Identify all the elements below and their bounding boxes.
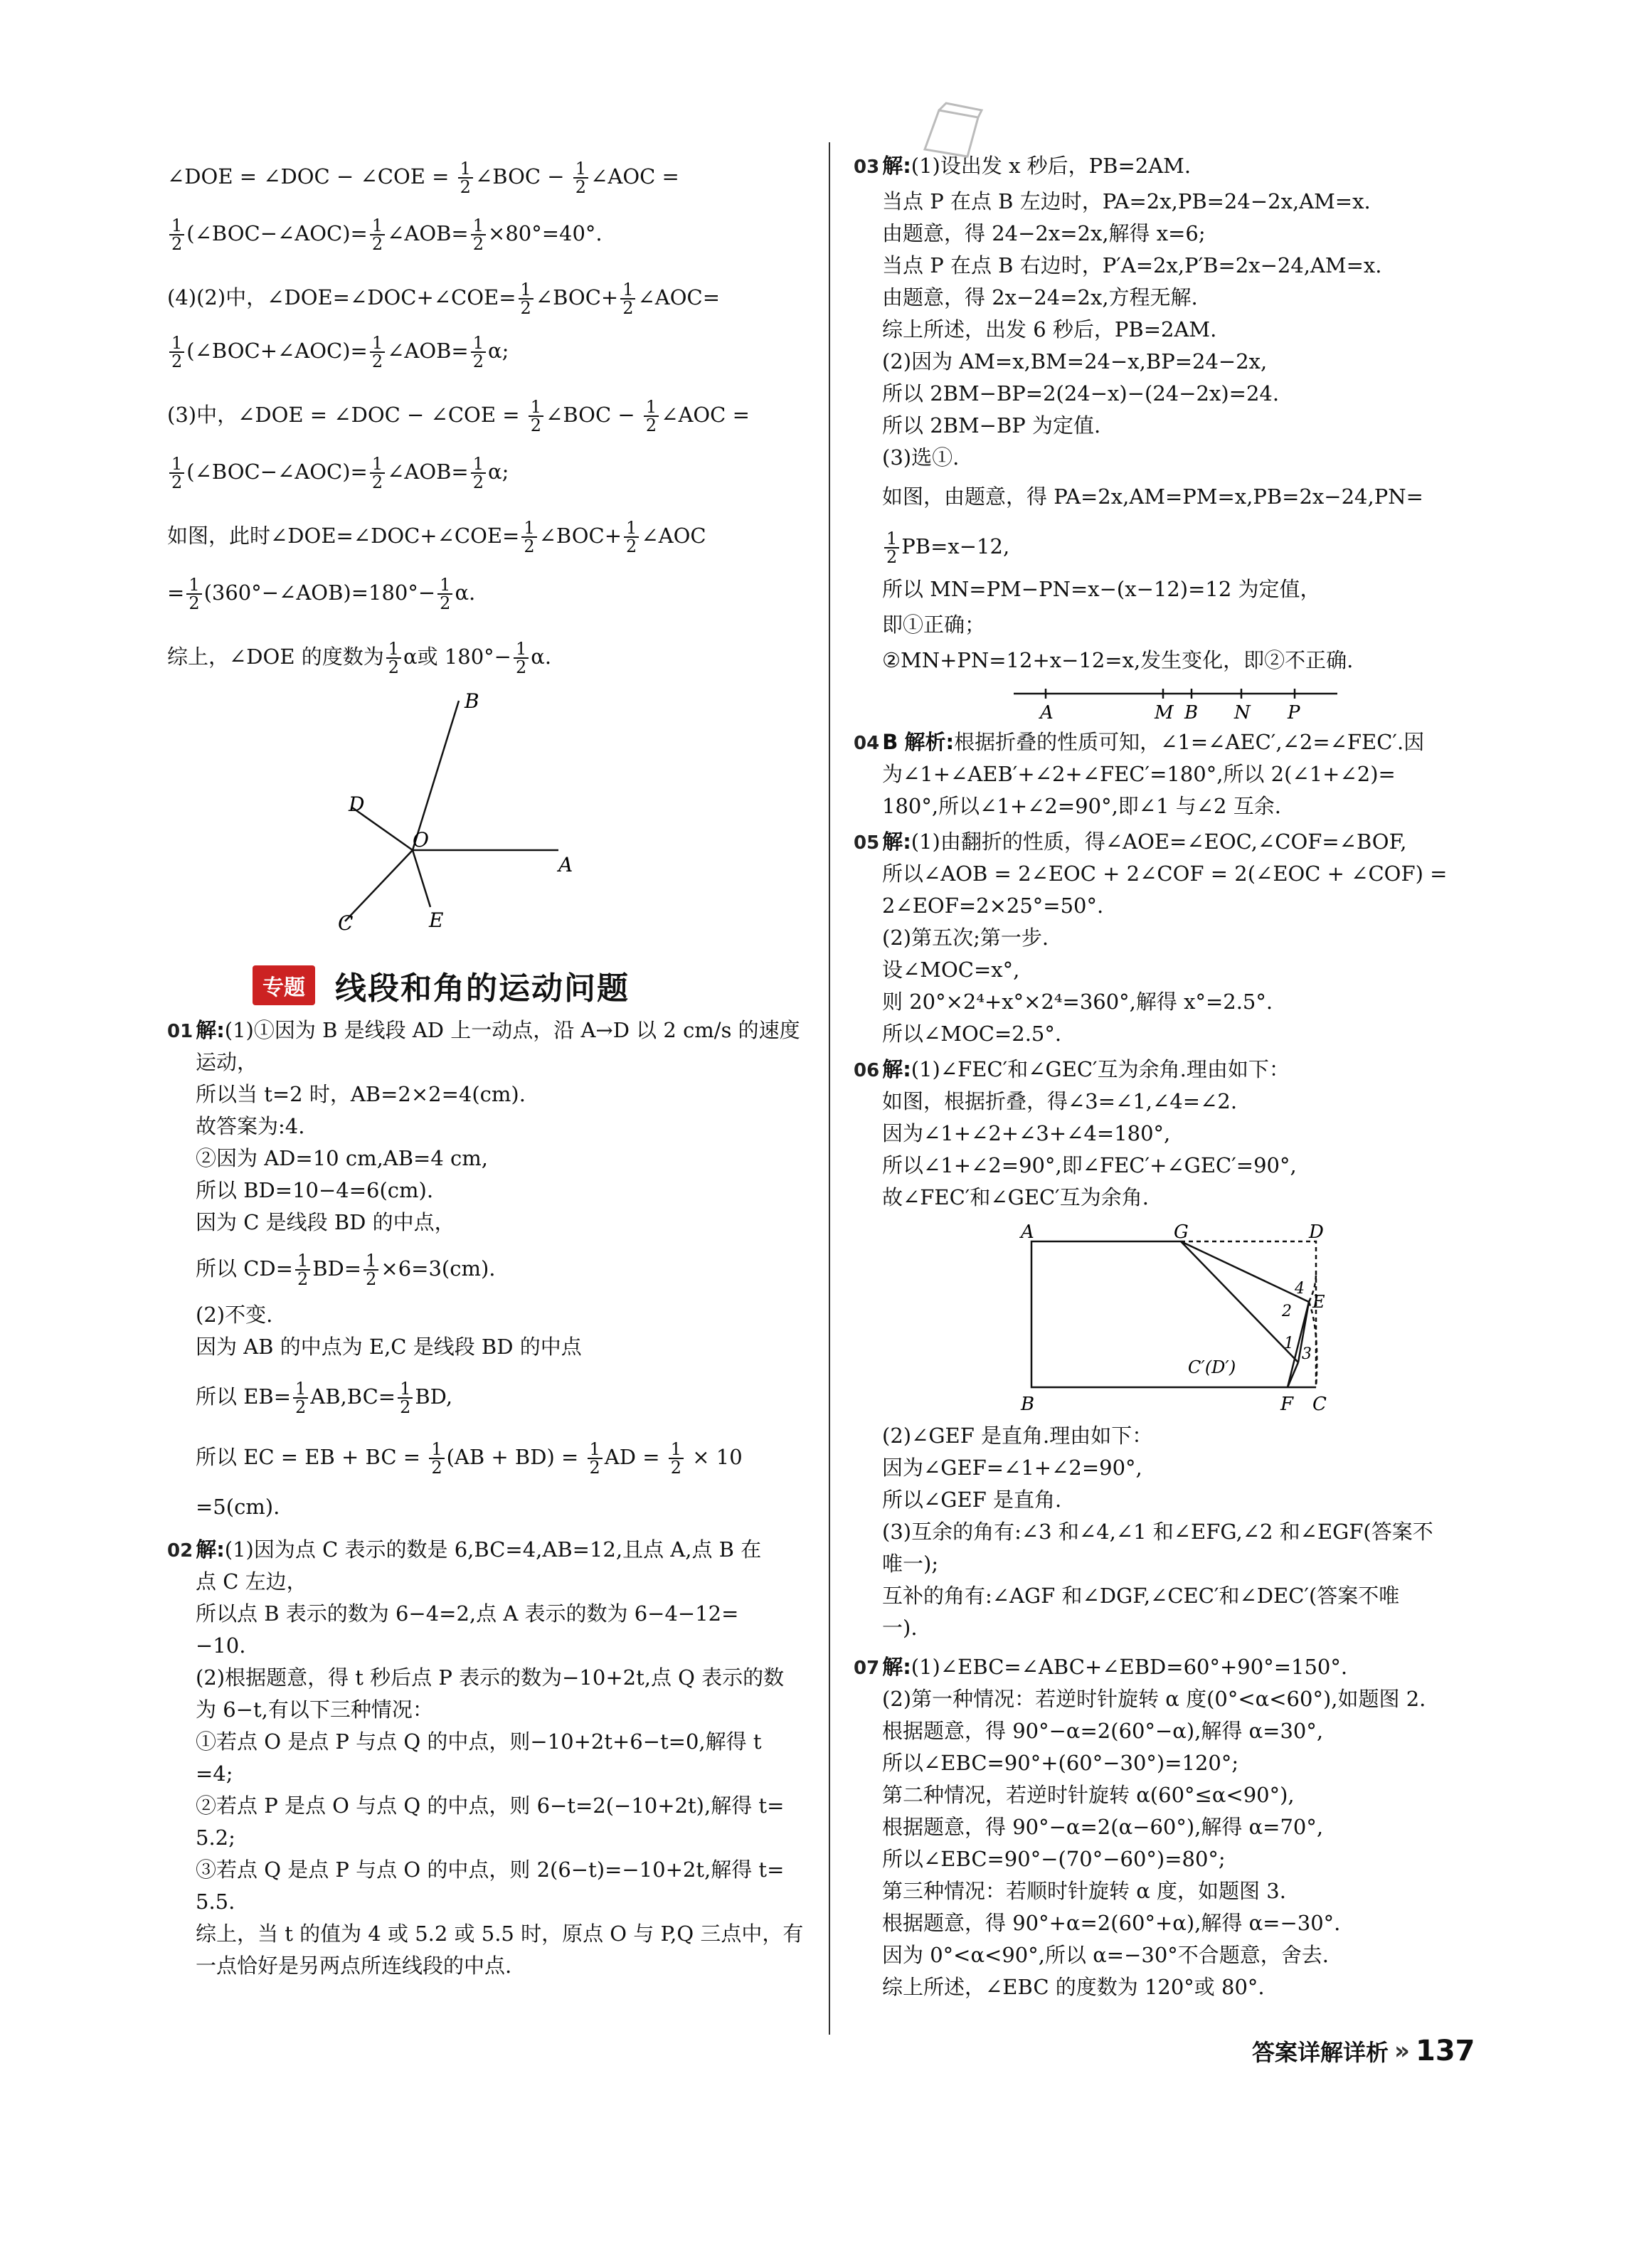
text-line: 因为 AB 的中点为 E,C 是线段 BD 的中点 <box>196 1335 582 1359</box>
text-line: 为∠1+∠AEB′+∠2+∠FEC′=180°,所以 2(∠1+∠2)= <box>882 762 1396 786</box>
label-b: B <box>465 689 479 713</box>
text-line: (2)因为 AM=x,BM=24−x,BP=24−2x, <box>882 349 1268 373</box>
question-03-line: 03 解:(1)设出发 x 秒后，PB=2AM. <box>854 154 1192 178</box>
text-line: ③若点 Q 是点 P 与点 O 的中点，则 2(6−t)=−10+2t,解得 t= <box>196 1858 785 1882</box>
text-line: $\frac{1}{2}$ (∠BOC+∠AOC)= $\frac{1}{2}$ ∠AOB= $\frac{1}{2}$ α; <box>167 334 509 370</box>
label-m: M <box>1155 702 1174 724</box>
angle-label-2: 2 <box>1282 1303 1292 1320</box>
fraction: $\frac{1}{2}$ <box>529 398 543 434</box>
text-line: (4)(2)中，∠DOE=∠DOC+∠COE= $\frac{1}{2}$ ∠BOC+ $\frac{1}{2}$ ∠AOC= <box>167 280 720 318</box>
text-line: 一). <box>882 1616 918 1640</box>
text-line: 所以 EB= $\frac{1}{2}$ AB,BC= $\frac{1}{2}$ BD, <box>196 1379 453 1417</box>
text-line: 所以 EC = EB + BC = $\frac{1}{2}$ (AB + BD) = $\frac{1}{2}$ AD = $\frac{1}{2}$ × 10 <box>196 1439 743 1478</box>
text-line: (3)中，∠DOE = ∠DOC − ∠COE = $\frac{1}{2}$ ∠BOC − $\frac{1}{2}$ ∠AOC = <box>167 397 750 435</box>
fraction: $\frac{1}{2}$ <box>386 640 401 676</box>
text-line: 为 6−t,有以下三种情况： <box>196 1697 433 1722</box>
text-line: 由题意，得 2x−24=2x,方程无解. <box>882 285 1198 309</box>
ray-oc <box>345 850 413 921</box>
fraction: $\frac{1}{2}$ <box>620 281 635 317</box>
fraction: $\frac{1}{2}$ <box>169 455 184 491</box>
text-line: $\frac{1}{2}$ (∠BOC−∠AOC)= $\frac{1}{2}$ ∠AOB= $\frac{1}{2}$ ×80°=40°. <box>167 217 603 253</box>
fraction: $\frac{1}{2}$ <box>471 334 486 370</box>
text-line: 因为 C 是线段 BD 的中点， <box>196 1210 455 1234</box>
text-line: (2)不变. <box>196 1303 273 1327</box>
footer-label: 答案详解详析 <box>1252 2039 1389 2066</box>
text-line: =5(cm). <box>196 1495 280 1519</box>
question-number: 05 <box>854 832 880 854</box>
fraction: $\frac{1}{2}$ <box>884 530 899 566</box>
label-n: N <box>1234 702 1251 724</box>
question-number: 01 <box>167 1021 193 1042</box>
question-02-line: 02 解:(1)因为点 C 表示的数是 6,BC=4,AB=12,且点 A,点 B 在 <box>167 1537 762 1562</box>
text-line: 根据题意，得 90°−α=2(60°−α),解得 α=30°, <box>882 1719 1324 1743</box>
text-line: ②MN+PN=12+x−12=x,发生变化，即②不正确. <box>882 648 1354 672</box>
text-line: 所以 2BM−BP 为定值. <box>882 413 1101 438</box>
text-line: (2)第五次;第一步. <box>882 926 1049 950</box>
fraction: $\frac{1}{2}$ <box>514 640 529 676</box>
text-line: 180°,所以∠1+∠2=90°,即∠1 与∠2 互余. <box>882 794 1281 818</box>
section-heading: 线段和角的运动问题 <box>335 970 630 1007</box>
text-line: (2)∠GEF 是直角.理由如下： <box>882 1424 1153 1448</box>
text-line: 则 20°×2⁴+x°×2⁴=360°,解得 x°=2.5°. <box>882 990 1273 1014</box>
fraction: $\frac{1}{2}$ <box>370 217 385 253</box>
label-g: G <box>1174 1222 1189 1243</box>
fraction: $\frac{1}{2}$ <box>169 217 184 253</box>
text-line: 所以 2BM−BP=2(24−x)−(24−2x)=24. <box>882 381 1280 406</box>
fraction: $\frac{1}{2}$ <box>644 398 659 434</box>
text-line: 如图，根据折叠，得∠3=∠1,∠4=∠2. <box>882 1089 1238 1113</box>
text-line: 综上，当 t 的值为 4 或 5.2 或 5.5 时，原点 O 与 P,Q 三点中，有 <box>196 1922 804 1946</box>
text-line: 由题意，得 24−2x=2x,解得 x=6; <box>882 221 1206 245</box>
fraction: $\frac{1}{2}$ <box>295 1252 310 1288</box>
fraction: $\frac{1}{2}$ <box>429 1441 444 1476</box>
text-line: 运动， <box>196 1050 258 1074</box>
ray-oe <box>413 850 430 907</box>
fraction: $\frac{1}{2}$ <box>186 576 201 612</box>
label-o: O <box>413 828 429 852</box>
question-07-line: 07 解:(1)∠EBC=∠ABC+∠EBD=60°+90°=150°. <box>854 1655 1348 1679</box>
label-b: B <box>1021 1394 1035 1415</box>
text-line: 所以∠1+∠2=90°,即∠FEC′+∠GEC′=90°, <box>882 1153 1297 1177</box>
angle-label-3: 3 <box>1302 1345 1312 1363</box>
text-line: $\frac{1}{2}$ PB=x−12, <box>882 530 1009 566</box>
text-line: 所以当 t=2 时，AB=2×2=4(cm). <box>196 1082 526 1106</box>
text-line: 当点 P 在点 B 右边时，P′A=2x,P′B=2x−24,AM=x. <box>882 253 1382 277</box>
label-p: P <box>1288 702 1300 724</box>
text-line: 互补的角有:∠AGF 和∠DGF,∠CEC′和∠DEC′(答案不唯 <box>882 1584 1400 1608</box>
fraction: $\frac{1}{2}$ <box>521 519 536 555</box>
fraction: $\frac{1}{2}$ <box>471 455 486 491</box>
text-line: 唯一); <box>882 1552 939 1576</box>
column-divider <box>829 142 830 2035</box>
fraction: $\frac{1}{2}$ <box>588 1441 603 1476</box>
label-a: A <box>1021 1222 1034 1243</box>
text-line: 一点恰好是另两点所连线段的中点. <box>196 1954 512 1978</box>
text-line: 综上所述，∠EBC 的度数为 120°或 80°. <box>882 1975 1265 1999</box>
text-line: 综上所述，出发 6 秒后，PB=2AM. <box>882 317 1217 341</box>
text-line: −10. <box>196 1633 246 1658</box>
text-line: 因为∠GEF=∠1+∠2=90°, <box>882 1456 1142 1480</box>
label-a: A <box>558 853 573 876</box>
label-d: D <box>349 793 365 816</box>
text-line: 即①正确； <box>882 613 986 637</box>
text-line: 所以∠EBC=90°+(60°−30°)=120°; <box>882 1751 1239 1775</box>
question-05-line: 05 解:(1)由翻折的性质，得∠AOE=∠EOC,∠COF=∠BOF, <box>854 830 1407 854</box>
text-line: ②因为 AD=10 cm,AB=4 cm, <box>196 1146 488 1170</box>
angle-label-4: 4 <box>1295 1280 1305 1298</box>
section-title <box>253 960 630 1010</box>
label-c-prime-d-prime: C′(D′) <box>1188 1357 1236 1377</box>
fraction: $\frac{1}{2}$ <box>624 519 639 555</box>
text-line: 因为 0°<α<90°,所以 α=−30°不合题意，舍去. <box>882 1943 1329 1967</box>
question-04-line: 04 B 解析:根据折叠的性质可知，∠1=∠AEC′,∠2=∠FEC′.因 <box>854 730 1425 754</box>
fraction: $\frac{1}{2}$ <box>293 1380 308 1416</box>
text-line: 故答案为:4. <box>196 1114 305 1138</box>
rect-solid <box>1031 1241 1316 1387</box>
text-line: 5.5. <box>196 1890 235 1914</box>
answer-choice: B <box>882 730 898 754</box>
fraction: $\frac{1}{2}$ <box>364 1252 378 1288</box>
fraction: $\frac{1}{2}$ <box>370 455 385 491</box>
text-line: 如图，此时∠DOE=∠DOC+∠COE= $\frac{1}{2}$ ∠BOC+ $\frac{1}{2}$ ∠AOC <box>167 518 706 556</box>
fraction: $\frac{1}{2}$ <box>458 160 473 196</box>
double-chevron-icon: » <box>1394 2037 1410 2065</box>
line-ge <box>1181 1241 1309 1302</box>
fraction: $\frac{1}{2}$ <box>471 217 486 253</box>
text-line: 故∠FEC′和∠GEC′互为余角. <box>882 1185 1149 1209</box>
line-gc-prime <box>1181 1241 1298 1362</box>
label-a: A <box>1040 702 1054 724</box>
question-number: 04 <box>854 733 880 754</box>
page-number: 137 <box>1415 2035 1475 2067</box>
angle-figure <box>338 679 580 936</box>
text-line: (2)第一种情况：若逆时针旋转 α 度(0°<α<60°),如题图 2. <box>882 1687 1426 1711</box>
text-line: 所以 MN=PM−PN=x−(x−12)=12 为定值， <box>882 577 1321 601</box>
text-line: 如图，由题意，得 PA=2x,AM=PM=x,PB=2x−24,PN= <box>882 484 1423 509</box>
text-line: = $\frac{1}{2}$ (360°−∠AOB)=180°− $\frac{1}{2}$ α. <box>167 575 476 613</box>
text-line: ②若点 P 是点 O 与点 Q 的中点，则 6−t=2(−10+2t),解得 t= <box>196 1793 785 1818</box>
fraction: $\frac{1}{2}$ <box>398 1380 413 1416</box>
text-line: 点 C 左边， <box>196 1569 307 1594</box>
text-line: 所以∠EBC=90°−(70°−60°)=80°; <box>882 1847 1226 1871</box>
text-line: 综上，∠DOE 的度数为 $\frac{1}{2}$ α或 180°− $\frac{1}{2}$ α. <box>167 639 552 677</box>
fraction: $\frac{1}{2}$ <box>437 576 452 612</box>
section-tag: 专题 <box>253 965 315 1005</box>
label-b: B <box>1184 702 1199 724</box>
text-line: 根据题意，得 90°+α=2(60°+α),解得 α=−30°. <box>882 1911 1341 1935</box>
question-number: 06 <box>854 1060 880 1081</box>
text-line: (2)根据题意，得 t 秒后点 P 表示的数为−10+2t,点 Q 表示的数 <box>196 1665 785 1690</box>
text-line: =4; <box>196 1761 233 1786</box>
label-e: E <box>1312 1292 1325 1312</box>
label-d: D <box>1309 1222 1324 1243</box>
text-line: 所以点 B 表示的数为 6−4=2,点 A 表示的数为 6−4−12= <box>196 1601 739 1626</box>
text-line: 所以 CD= $\frac{1}{2}$ BD= $\frac{1}{2}$ ×6=3(cm). <box>196 1251 496 1289</box>
text-line: (3)互余的角有:∠3 和∠4,∠1 和∠EFG,∠2 和∠EGF(答案不 <box>882 1520 1433 1544</box>
text-line: 因为∠1+∠2+∠3+∠4=180°, <box>882 1121 1171 1145</box>
question-number: 03 <box>854 157 880 178</box>
fraction: $\frac{1}{2}$ <box>573 160 588 196</box>
text-line: 所以∠GEF 是直角. <box>882 1488 1062 1512</box>
text-line: ①若点 O 是点 P 与点 Q 的中点，则−10+2t+6−t=0,解得 t <box>196 1729 762 1754</box>
fraction: $\frac{1}{2}$ <box>169 334 184 370</box>
text-line: 第二种情况，若逆时针旋转 α(60°≤α<90°), <box>882 1783 1295 1807</box>
text-line: 根据题意，得 90°−α=2(α−60°),解得 α=70°, <box>882 1815 1324 1839</box>
fraction: $\frac{1}{2}$ <box>519 281 534 317</box>
question-number: 02 <box>167 1540 193 1562</box>
label-c: C <box>1312 1394 1327 1415</box>
question-number: 07 <box>854 1658 880 1679</box>
question-01-line: 01 解:(1)①因为 B 是线段 AD 上一动点，沿 A→D 以 2 cm/s 的速度 <box>167 1018 800 1042</box>
text-line: 所以 BD=10−4=6(cm). <box>196 1178 434 1202</box>
text-line: $\frac{1}{2}$ (∠BOC−∠AOC)= $\frac{1}{2}$ ∠AOB= $\frac{1}{2}$ α; <box>167 455 509 491</box>
text-line: 所以∠AOB = 2∠EOC + 2∠COF = 2(∠EOC + ∠COF) = <box>882 862 1448 886</box>
text-line: 设∠MOC=x°, <box>882 958 1020 982</box>
text-line: 5.2; <box>196 1825 235 1850</box>
fraction: $\frac{1}{2}$ <box>669 1441 684 1476</box>
page-footer <box>1252 2035 1475 2067</box>
text-line: 所以∠MOC=2.5°. <box>882 1022 1062 1046</box>
text-line: 当点 P 在点 B 左边时，PA=2x,PB=24−2x,AM=x. <box>882 189 1371 213</box>
text-line: 第三种情况：若顺时针旋转 α 度，如题图 3. <box>882 1879 1286 1903</box>
text-line: ∠DOE = ∠DOC − ∠COE = $\frac{1}{2}$ ∠BOC − $\frac{1}{2}$ ∠AOC = <box>167 159 679 197</box>
fraction: $\frac{1}{2}$ <box>370 334 385 370</box>
text-line: (3)选①. <box>882 445 960 470</box>
text-line: 2∠EOF=2×25°=50°. <box>882 894 1104 918</box>
question-06-line: 06 解:(1)∠FEC′和∠GEC′互为余角.理由如下： <box>854 1057 1290 1081</box>
number-line-figure <box>1014 683 1341 726</box>
label-f: F <box>1280 1394 1294 1415</box>
label-c: C <box>338 911 354 935</box>
label-e: E <box>429 908 444 932</box>
fold-rectangle-figure <box>1017 1224 1387 1416</box>
angle-label-1: 1 <box>1284 1335 1294 1352</box>
